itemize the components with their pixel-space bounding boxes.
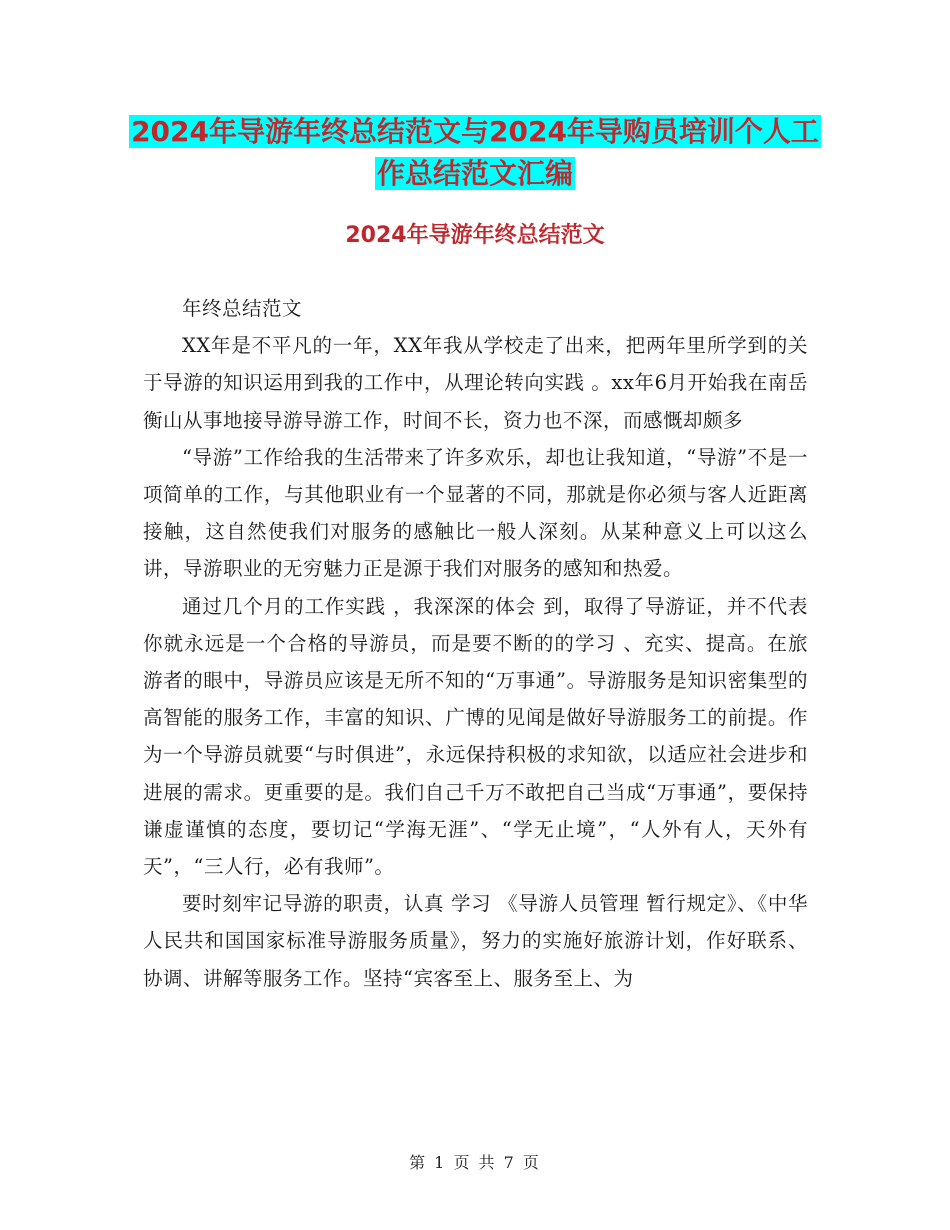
document-body bbox=[143, 290, 808, 997]
document-title-line-2 bbox=[0, 152, 950, 196]
title-line-2-text: 作总结范文汇编 bbox=[376, 157, 573, 190]
document-title-line-1 bbox=[0, 110, 950, 154]
paragraph: “导游”工作给我的生活带来了许多欢乐，却也让我知道，“导游”不是一项简单的工作，与其他职业有一个显著的不同，那就是你必须与客人近距离接触，这自然使我们对服务的感触比一般人深刻。从某种意义上可以这么讲，导游职业的无穷魅力正是源于我们对服务的感知和热爱。 bbox=[143, 445, 808, 581]
title-line-1-text: 2024年导游年终总结范文与2024年导购员培训个人工 bbox=[131, 115, 819, 148]
paragraph: 年终总结范文 bbox=[182, 297, 303, 320]
page-footer: 第 1 页 共 7 页 bbox=[409, 1153, 541, 1172]
paragraph: 要时刻牢记导游的职责，认真 学习 《导游人员管理 暂行规定》、《中华人民共和国国家标准导游服务质量》，努力的实施好旅游计划，作好联系、协调、讲解等服务工作。坚持“宾客至上、服务至上、为 bbox=[143, 892, 808, 990]
section-title: 2024年导游年终总结范文 bbox=[345, 223, 605, 248]
paragraph: 通过几个月的工作实践 ，我深深的体会 到，取得了导游证，并不代表你就永远是一个合格的导游员，而是要不断的的学习 、充实、提高。在旅游者的眼中，导游员应该是无所不知的“万事通”。导游服务是知识密集型的高智能的服务工作，丰富的知识、广博的见闻是做好导游服务工的前提。作为一个导游员就要“与时俱进”，永远保持积极的求知欲，以适应社会进步和进展的需求。更重要的是。我们自己千万不敢把自己当成“万事通”，要保持谦虚谨慎的态度，要切记“学海无涯”、“学无止境”，“人外有人，天外有天”，“三人行，必有我师”。 bbox=[143, 594, 808, 879]
paragraph: XX年是不平凡的一年，XX年我从学校走了出来，把两年里所学到的关于导游的知识运用到我的工作中，从理论转向实践 。xx年6月开始我在南岳衡山从事地接导游导游工作，时间不长，资力也不深，而感慨却颇多 bbox=[143, 334, 808, 432]
